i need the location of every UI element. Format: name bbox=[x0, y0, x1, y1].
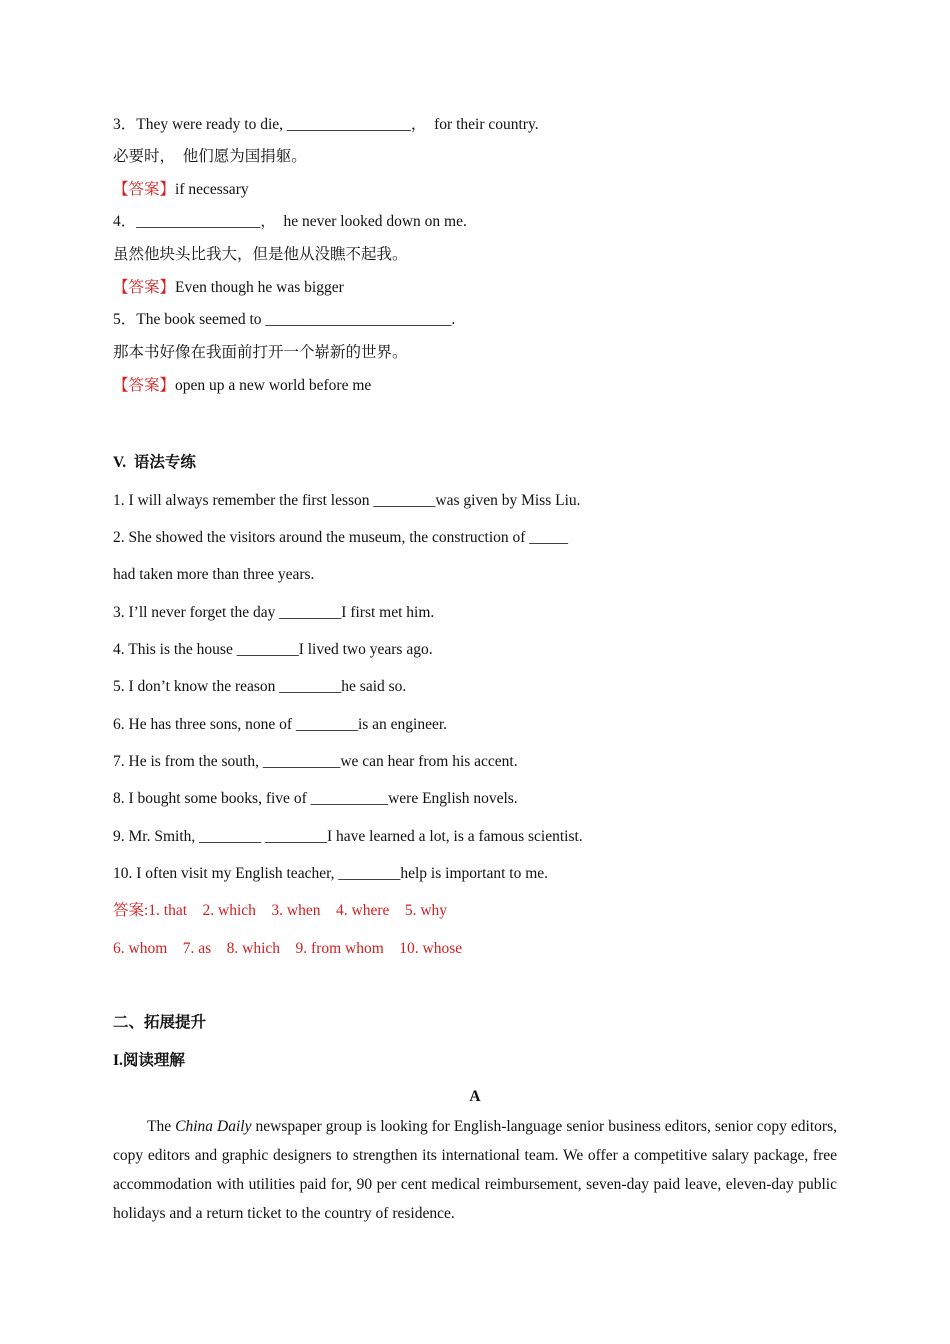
answer-text: open up a new world before me bbox=[175, 377, 372, 394]
para-text: newspaper group is looking for English-language senior business editors, senior copy editors, copy editors and graphic designers to strengthen its international team. We offer a competitive salary package, free accommodation with utilities paid for, 90 per cent medical reimbursement, seven-day paid leave, eleven-day public holidays and a return ticket to the country of residence. bbox=[113, 1118, 837, 1222]
grammar-line: had taken more than three years. bbox=[113, 566, 315, 583]
grammar-line: 7. He is from the south, __________we can hear from his accent. bbox=[113, 753, 518, 770]
grammar-line: 2. She showed the visitors around the museum, the construction of _____ bbox=[113, 529, 569, 546]
item-4-answer bbox=[113, 278, 344, 298]
para-text: The bbox=[147, 1118, 176, 1135]
grammar-answers-1: 答案:1. that 2. which 3. when 4. where 5. why bbox=[113, 902, 448, 919]
item-3-answer bbox=[113, 180, 249, 200]
passage-label: A bbox=[469, 1088, 481, 1105]
grammar-answers-2: 6. whom 7. as 8. which 9. from whom 10. whose bbox=[113, 940, 463, 957]
item-5-sentence: 5．The book seemed to ________________________. bbox=[113, 311, 456, 328]
item-3-chinese: 必要时， 他们愿为国捐躯。 bbox=[113, 148, 307, 165]
grammar-line: 8. I bought some books, five of __________were English novels. bbox=[113, 790, 518, 807]
reading-heading: I.阅读理解 bbox=[113, 1052, 185, 1069]
item-4-sentence: 4．________________， he never looked down on me. bbox=[113, 213, 467, 230]
answer-tag: 【答案】 bbox=[113, 377, 176, 394]
grammar-heading: V. 语法专练 bbox=[113, 454, 196, 471]
grammar-line: 3. I’ll never forget the day ________I first met him. bbox=[113, 604, 435, 621]
answer-text: if necessary bbox=[175, 181, 249, 198]
grammar-line: 4. This is the house ________I lived two years ago. bbox=[113, 641, 433, 658]
grammar-line: 5. I don’t know the reason ________he said so. bbox=[113, 678, 407, 695]
answer-tag: 【答案】 bbox=[113, 181, 176, 198]
item-5-chinese: 那本书好像在我面前打开一个崭新的世界。 bbox=[113, 344, 408, 361]
item-3-sentence: 3．They were ready to die, ________________， for their country. bbox=[113, 116, 539, 133]
grammar-line: 6. He has three sons, none of ________is an engineer. bbox=[113, 716, 448, 733]
passage-paragraph bbox=[113, 1112, 837, 1228]
section-heading: 二、拓展提升 bbox=[113, 1014, 207, 1031]
grammar-line: 1. I will always remember the first lesson ________was given by Miss Liu. bbox=[113, 492, 581, 509]
answer-tag: 【答案】 bbox=[113, 279, 176, 296]
grammar-line: 10. I often visit my English teacher, ________help is important to me. bbox=[113, 865, 549, 882]
grammar-line: 9. Mr. Smith, ________ ________I have learned a lot, is a famous scientist. bbox=[113, 828, 583, 845]
newspaper-name: China Daily bbox=[175, 1118, 252, 1135]
item-5-answer bbox=[113, 376, 371, 396]
item-4-chinese: 虽然他块头比我大，但是他从没瞧不起我。 bbox=[113, 246, 408, 263]
answer-text: Even though he was bigger bbox=[175, 279, 344, 296]
